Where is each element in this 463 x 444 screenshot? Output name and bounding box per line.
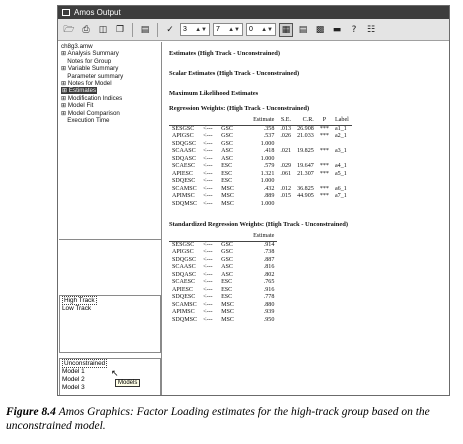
- table-cell: ESC: [221, 279, 233, 285]
- table-cell: GSC: [221, 241, 233, 248]
- table-cell: SDQGSC: [172, 256, 197, 263]
- tree-item-file[interactable]: ch8g3.amw: [61, 43, 93, 50]
- table-cell: .013: [280, 125, 292, 132]
- table-cell: SESGSC: [172, 125, 195, 132]
- table-cell: [294, 201, 317, 209]
- regression-weights-body: [169, 125, 352, 208]
- table-row: [169, 163, 352, 171]
- group-item-high-track[interactable]: High Track: [64, 297, 95, 304]
- table-row: [169, 171, 352, 179]
- table-cell: [277, 178, 294, 186]
- table-row: [169, 141, 352, 149]
- table-cell: .029: [280, 163, 292, 169]
- table-cell: .939: [263, 309, 275, 315]
- table-cell: <---: [203, 200, 213, 207]
- navigation-panel: [58, 42, 162, 396]
- table-row: [169, 186, 352, 194]
- table-cell: 21.307: [297, 170, 314, 177]
- models-list: [59, 358, 161, 396]
- table-cell: <---: [203, 279, 213, 285]
- table-cell: 44.905: [297, 193, 314, 199]
- table-cell: a5_1: [334, 170, 347, 177]
- table-cell: <---: [203, 301, 213, 308]
- table-cell: <---: [203, 286, 213, 293]
- table-cell: SCAMSC: [172, 301, 197, 308]
- table-cell: <---: [203, 264, 213, 270]
- table-cell: <---: [203, 140, 213, 147]
- spinner-arrows-icon: ▲▼: [195, 26, 207, 33]
- options-icon[interactable]: ✓: [166, 24, 174, 35]
- table-cell: 26.908: [297, 125, 314, 132]
- table-cell: .012: [280, 185, 292, 192]
- table-cell: ESC: [221, 163, 233, 169]
- table-cell: .432: [263, 185, 275, 192]
- table-cell: ASC: [221, 148, 233, 154]
- table-row: [169, 279, 277, 287]
- tree-item-execution-time[interactable]: Execution Time: [61, 116, 110, 124]
- table-cell: <---: [203, 249, 213, 255]
- table-cell: 36.825: [297, 185, 314, 192]
- chat-icon[interactable]: ☷: [366, 24, 376, 35]
- amos-app-icon: [62, 9, 70, 16]
- table-cell: [317, 201, 332, 209]
- groups-list: [59, 295, 161, 353]
- table-cell: .015: [280, 193, 292, 199]
- table-cell: .914: [263, 241, 275, 248]
- table-cell: MSC: [221, 316, 234, 323]
- table-cell: a6_1: [334, 185, 347, 192]
- table-cell: ASC: [221, 271, 233, 278]
- table-row: [169, 287, 277, 295]
- model-item-model-2[interactable]: Model 2: [62, 376, 85, 383]
- table-cell: ***: [319, 185, 329, 192]
- table-cell: MSC: [221, 185, 234, 192]
- toolbar-separator: [157, 23, 158, 37]
- table-cell: MSC: [221, 193, 234, 199]
- table-row: [169, 302, 277, 310]
- mouse-pointer-icon: ↖: [111, 369, 119, 379]
- table-cell: .021: [280, 148, 292, 154]
- table-cell: ***: [319, 193, 329, 199]
- table-row: [169, 178, 352, 186]
- table-cell: <---: [203, 178, 213, 184]
- spinner-arrows-icon: ▲▼: [261, 26, 273, 33]
- table-row: [169, 148, 352, 156]
- figure-label: Figure 8.4: [6, 406, 56, 418]
- scalar-estimates-heading: Scalar Estimates (High Track - Unconstrained): [169, 70, 300, 77]
- spinner-arrows-icon: ▲▼: [228, 26, 240, 33]
- table-cell: <---: [203, 309, 213, 315]
- format-icon[interactable]: ▬: [332, 24, 342, 35]
- table-cell: [277, 201, 294, 209]
- table-cell: ESC: [221, 294, 233, 300]
- table-cell: SDQESC: [172, 178, 196, 184]
- table-cell: <---: [203, 294, 213, 300]
- table-cell: .061: [280, 170, 292, 177]
- table-header-row: [169, 117, 352, 125]
- table-cell: APIMSC: [172, 309, 195, 315]
- table-cell: a7_1: [334, 193, 347, 199]
- table-cell: 1.000: [260, 200, 275, 207]
- table-cell: 21.033: [297, 133, 314, 139]
- table-row: [169, 317, 277, 325]
- tree-item-variable-summary[interactable]: ⊞ Variable Summary: [61, 65, 119, 73]
- col-p: P: [317, 117, 332, 125]
- table-cell: <---: [203, 256, 213, 263]
- grid-view-icon[interactable]: ▩: [315, 24, 325, 35]
- table-cell: [294, 156, 317, 164]
- table-cell: .579: [263, 163, 275, 169]
- group-item-low-track[interactable]: Low Track: [62, 305, 92, 312]
- table-cell: a4_1: [334, 163, 347, 169]
- table-row: [169, 156, 352, 164]
- table-cell: GSC: [221, 256, 233, 263]
- output-pane: [163, 42, 450, 396]
- table-cell: .816: [263, 264, 275, 270]
- table-header-row: [169, 233, 277, 241]
- table-cell: <---: [203, 163, 213, 169]
- table-cell: .537: [263, 133, 275, 139]
- table-cell: .358: [263, 125, 275, 132]
- tree-item-parameter-summary[interactable]: Parameter summary: [61, 72, 124, 80]
- table-row: [169, 309, 277, 317]
- table-cell: APIESC: [172, 170, 193, 177]
- table-cell: .802: [263, 271, 275, 278]
- table-cell: a3_1: [334, 148, 347, 154]
- model-item-unconstrained[interactable]: Unconstrained: [64, 360, 106, 367]
- table-cell: ***: [319, 163, 329, 169]
- copy-icon[interactable]: ❐: [115, 24, 125, 35]
- table-cell: 19.825: [297, 148, 314, 154]
- estimates-heading: Estimates (High Track - Unconstrained): [169, 50, 280, 57]
- table-cell: ***: [319, 133, 329, 139]
- table-cell: SDQMSC: [172, 316, 198, 323]
- table-columns-spinner[interactable]: 0 ▲▼: [246, 23, 276, 36]
- ml-estimates-heading: Maximum Likelihood Estimates: [169, 90, 259, 97]
- table-row: [169, 125, 352, 133]
- figure-caption-text: Amos Graphics: Factor Loading estimates for the high-track group based on the unconstrained model.: [6, 406, 430, 432]
- table-cell: [332, 156, 352, 164]
- table-cell: SDQASC: [172, 155, 197, 162]
- table-row: [169, 264, 277, 272]
- table-row: [169, 201, 352, 209]
- table-cell: APIESC: [172, 286, 193, 293]
- table-cell: MSC: [221, 301, 234, 308]
- table-view-icon[interactable]: ▦: [279, 23, 293, 37]
- col-se: S.E.: [277, 117, 294, 125]
- table-cell: .738: [263, 249, 275, 255]
- table-cell: <---: [203, 241, 213, 248]
- table-cell: SCAASC: [172, 148, 196, 154]
- page-setup-icon[interactable]: ◫: [98, 24, 108, 35]
- toolbar: [58, 19, 449, 41]
- table-cell: .916: [263, 286, 275, 293]
- tree-item-estimates[interactable]: ⊞ Estimates: [62, 87, 97, 95]
- regression-weights-heading: Regression Weights: (High Track - Unconstrained): [169, 105, 310, 112]
- tree-item-notes-for-group[interactable]: Notes for Group: [61, 57, 112, 65]
- table-cell: .950: [263, 316, 275, 323]
- decimals-spinner[interactable]: 3 ▲▼: [180, 23, 210, 36]
- table-cell: 1.321: [260, 170, 275, 177]
- table-cell: APIGSC: [172, 133, 194, 139]
- print-icon[interactable]: ⎙: [82, 24, 90, 35]
- table-cell: [294, 141, 317, 149]
- table-cell: SCAESC: [172, 163, 196, 169]
- table-cell: [317, 178, 332, 186]
- col-estimate: Estimate: [250, 233, 277, 241]
- table-cell: <---: [203, 155, 213, 162]
- table-cell: 19.647: [297, 163, 314, 169]
- model-item-model-1[interactable]: Model 1: [62, 368, 85, 375]
- output-tree: [59, 42, 161, 240]
- table-row: [169, 193, 352, 201]
- table-cell: SCAASC: [172, 264, 196, 270]
- table-cell: .778: [263, 294, 275, 300]
- table-cell: SDQESC: [172, 294, 196, 300]
- table-row: [169, 294, 277, 302]
- col-cr: C.R.: [294, 117, 317, 125]
- table-row: [169, 257, 277, 265]
- table-cell: <---: [203, 271, 213, 278]
- table-cell: ***: [319, 125, 329, 132]
- table-cell: [317, 156, 332, 164]
- table-row: [169, 272, 277, 280]
- standardized-weights-heading: Standardized Regression Weights: (High Track - Unconstrained): [169, 221, 349, 228]
- table-cell: <---: [203, 193, 213, 199]
- regression-weights-table: [169, 117, 352, 208]
- table-cell: a1_1: [334, 125, 347, 132]
- table-cell: 1.000: [260, 178, 275, 184]
- table-cell: GSC: [221, 133, 233, 139]
- table-cell: ASC: [221, 264, 233, 270]
- table-row: [169, 249, 277, 257]
- table-cell: SCAMSC: [172, 185, 197, 192]
- table-cell: <---: [203, 316, 213, 323]
- table-cell: SDQMSC: [172, 200, 198, 207]
- models-tooltip: Models: [115, 379, 140, 387]
- table-cell: .026: [280, 133, 292, 139]
- table-cell: [332, 141, 352, 149]
- table-cell: [317, 141, 332, 149]
- table-cell: <---: [203, 133, 213, 139]
- table-cell: SDQGSC: [172, 140, 197, 147]
- table-cell: a2_1: [334, 133, 347, 139]
- standardized-weights-table: [169, 233, 277, 324]
- col-estimate: Estimate: [250, 117, 277, 125]
- table-row: [169, 133, 352, 141]
- clipboard-icon[interactable]: ▤: [140, 24, 150, 35]
- table-cell: SCAESC: [172, 279, 196, 285]
- table-cell: <---: [203, 148, 213, 154]
- table-cell: SESGSC: [172, 241, 195, 248]
- table-cell: ASC: [221, 155, 233, 162]
- table-row: [169, 241, 277, 249]
- tree-item-analysis-summary[interactable]: ⊞ Analysis Summary: [61, 50, 119, 58]
- table-cell: .887: [263, 256, 275, 263]
- table-cell: <---: [203, 125, 213, 132]
- table-cell: APIGSC: [172, 249, 194, 255]
- table-cell: 1.000: [260, 140, 275, 147]
- open-icon[interactable]: 🗁: [63, 24, 75, 35]
- table-cell: .880: [263, 301, 275, 308]
- standardized-weights-body: [169, 241, 277, 324]
- window-title: Amos Output: [74, 8, 121, 17]
- table-cell: [277, 156, 294, 164]
- table-cell: [332, 201, 352, 209]
- col-label: Label: [332, 117, 352, 125]
- table-cell: .889: [263, 193, 275, 199]
- table-cell: [332, 178, 352, 186]
- table-cell: ***: [319, 170, 329, 177]
- help-icon[interactable]: ?: [351, 24, 357, 35]
- table-cell: ESC: [221, 286, 233, 293]
- table-cell: .418: [263, 148, 275, 154]
- table-cell: APIMSC: [172, 193, 195, 199]
- tree-item-modification-indices[interactable]: ⊞ Modification Indices: [61, 94, 123, 102]
- table-cell: GSC: [221, 140, 233, 147]
- table-cell: GSC: [221, 249, 233, 255]
- title-bar: [58, 6, 449, 19]
- figure-caption: [6, 405, 458, 433]
- table-cell: GSC: [221, 125, 233, 132]
- table-cell: MSC: [221, 309, 234, 315]
- tree-item-model-comparison[interactable]: ⊞ Model Comparison: [61, 109, 120, 117]
- table-cell: ***: [319, 148, 329, 154]
- table-cell: [277, 141, 294, 149]
- table-cell: ESC: [221, 178, 233, 184]
- toolbar-separator: [132, 23, 133, 37]
- table-cell: 1.000: [260, 155, 275, 162]
- column-width-spinner[interactable]: 7 ▲▼: [213, 23, 243, 36]
- table-cell: ESC: [221, 170, 233, 177]
- table-cell: SDQASC: [172, 271, 197, 278]
- table-cell: .765: [263, 279, 275, 285]
- tree-item-model-fit[interactable]: ⊞ Model Fit: [61, 102, 94, 110]
- table-cell: MSC: [221, 200, 234, 207]
- table-cell: <---: [203, 170, 213, 177]
- amos-output-window: [57, 5, 450, 396]
- model-item-model-3[interactable]: Model 3: [62, 384, 85, 391]
- table-cell: [294, 178, 317, 186]
- list-view-icon[interactable]: ▤: [298, 24, 308, 35]
- table-cell: <---: [203, 185, 213, 192]
- tree-item-notes-for-model[interactable]: ⊞ Notes for Model: [61, 79, 112, 87]
